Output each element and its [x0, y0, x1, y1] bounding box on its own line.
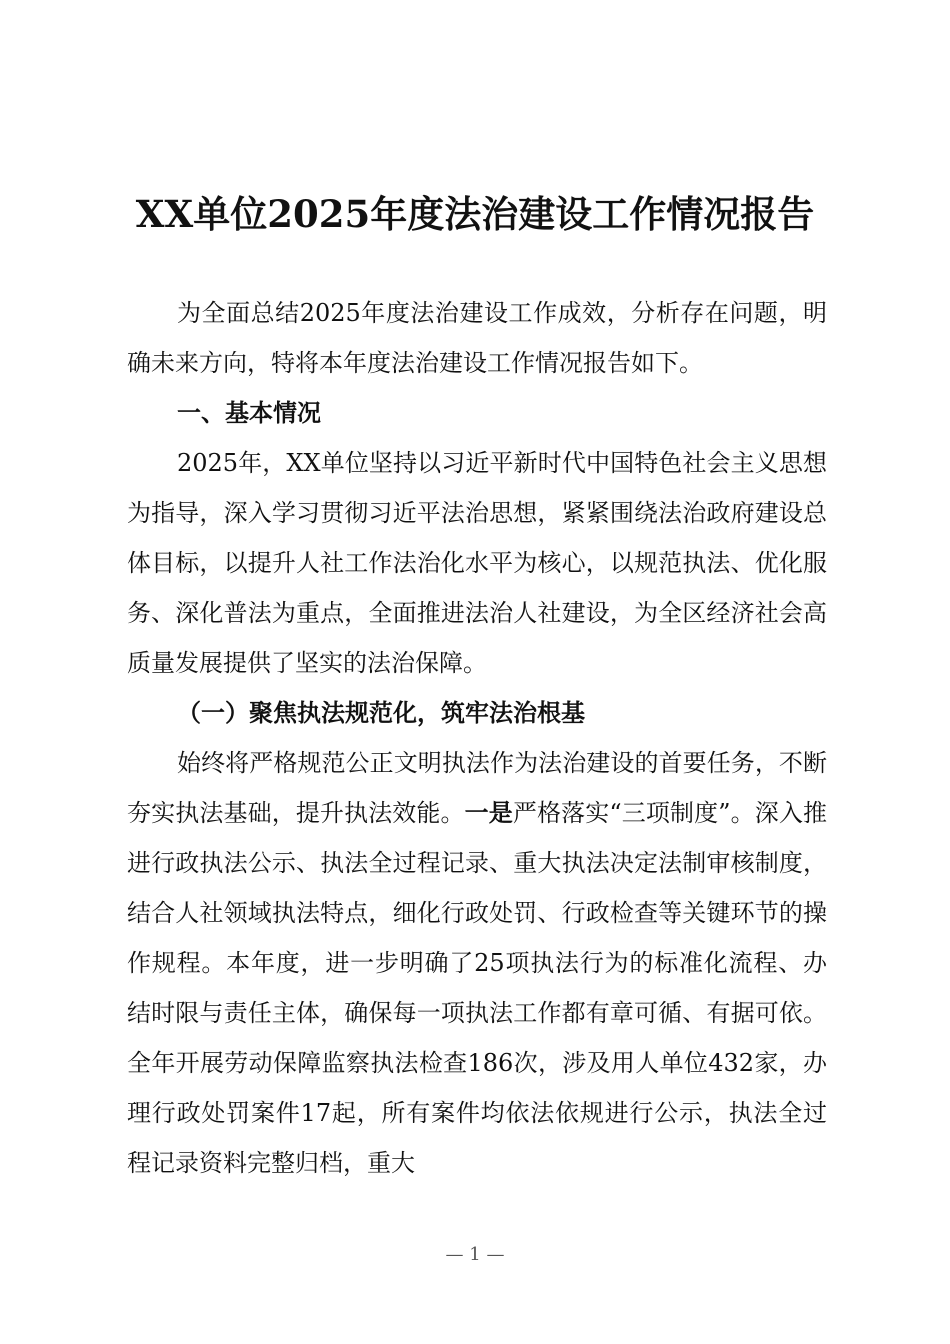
- intro-paragraph: 为全面总结2025年度法治建设工作成效，分析存在问题，明确未来方向，特将本年度法治建设工作情况报告如下。: [127, 299, 827, 377]
- document-body: [127, 288, 827, 1188]
- document-title: XX单位2025年度法治建设工作情况报告: [135, 192, 815, 236]
- subsection-paragraph-enforcement: [127, 738, 827, 1188]
- subsection-heading-enforcement: （一）聚焦执法规范化，筑牢法治根基: [177, 698, 585, 727]
- page-number: — 1 —: [445, 1244, 505, 1265]
- paragraph-text-start: 始终将严格规范公正文明执法作为法治建设的首要任务，不断夯实执法基础，提升执法效能。: [127, 749, 827, 827]
- paragraph-bold-marker: 一是: [464, 798, 513, 827]
- section-paragraph-basic: 2025年，XX单位坚持以习近平新时代中国特色社会主义思想为指导，深入学习贯彻习近平法治思想，紧紧围绕法治政府建设总体目标，以提升人社工作法治化水平为核心，以规范执法、优化服务、深化普法为重点，全面推进法治人社建设，为全区经济社会高质量发展提供了坚实的法治保障。: [127, 449, 827, 677]
- paragraph-text-rest: 严格落实“三项制度”。深入推进行政执法公示、执法全过程记录、重大执法决定法制审核制度，结合人社领域执法特点，细化行政处罚、行政检查等关键环节的操作规程。本年度，进一步明确了25项执法行为的标准化流程、办结时限与责任主体，确保每一项执法工作都有章可循、有据可依。全年开展劳动保障监察执法检查186次，涉及用人单位432家，办理行政处罚案件17起，所有案件均依法依规进行公示，执法全过程记录资料完整归档，重大: [127, 799, 828, 1177]
- section-heading-basic: 一、基本情况: [177, 398, 321, 427]
